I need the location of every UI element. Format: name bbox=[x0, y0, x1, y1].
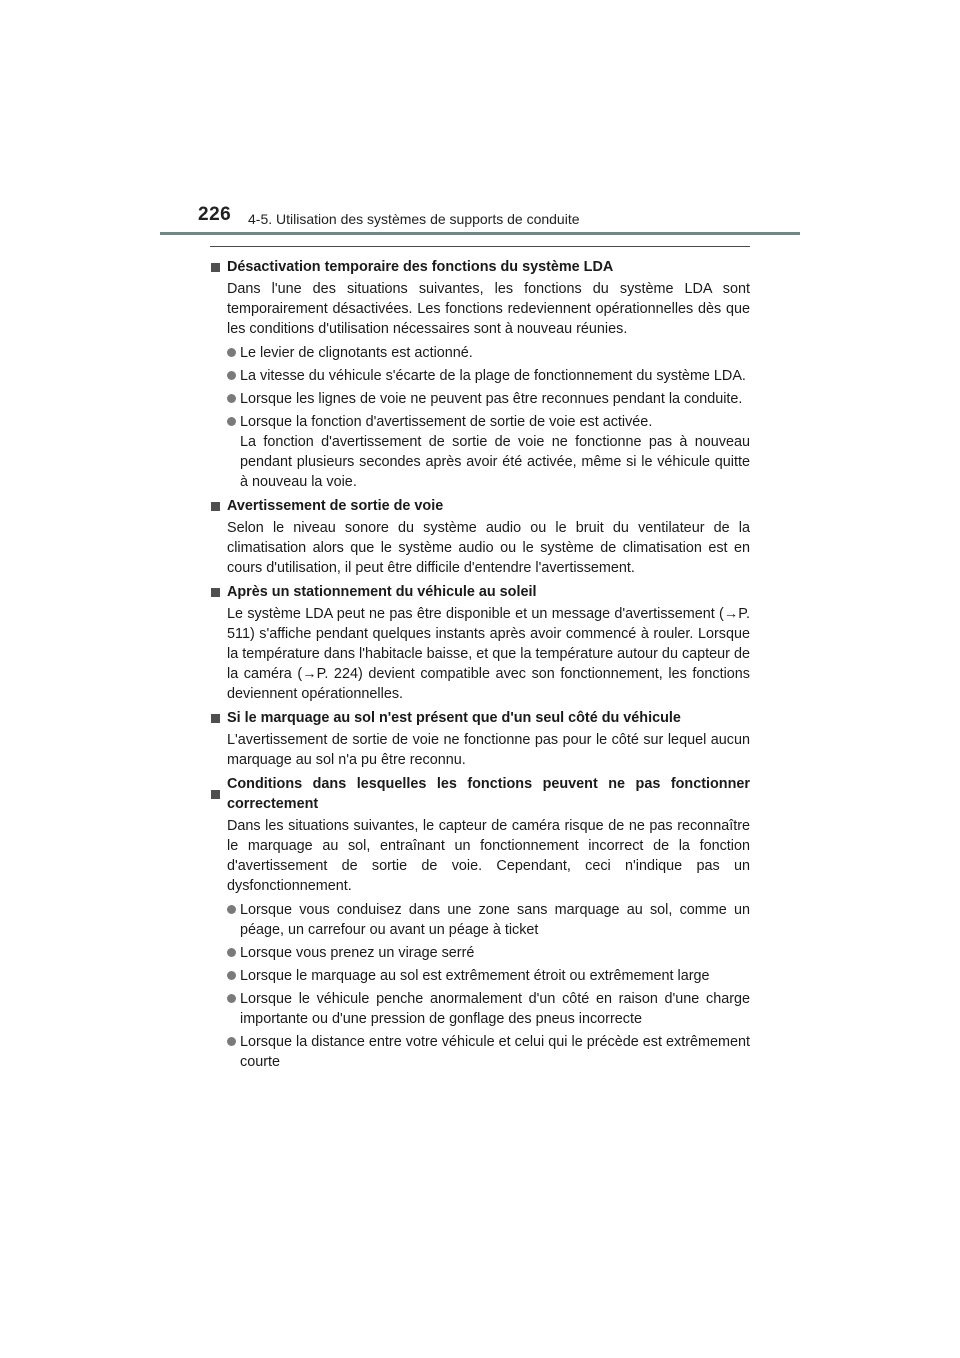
round-bullet-icon bbox=[227, 343, 240, 363]
section-paragraph: Selon le niveau sonore du système audio ou le bruit du ventilateur de la climatisation alors que le système audio ou le système de climatisation est en cours d'utilisation, il peut être difficile d'entendre l'avertissement. bbox=[227, 520, 750, 576]
list-item-text: Lorsque le marquage au sol est extrêmement étroit ou extrêmement large bbox=[240, 968, 710, 984]
header-rule bbox=[160, 232, 800, 235]
section-lane-departure-warning bbox=[210, 496, 750, 578]
list-item-text: Lorsque la distance entre votre véhicule et celui qui le précède est extrêmement courte bbox=[240, 1034, 750, 1070]
section-heading-text: Si le marquage au sol n'est présent que d'un seul côté du véhicule bbox=[227, 710, 681, 726]
section-paragraph: Dans l'une des situations suivantes, les fonctions du système LDA sont temporairement désactivées. Les fonctions redeviennent opérationnelles dès que les conditions d'utilisation nécessaires sont à nouveau réunies. bbox=[227, 281, 750, 337]
list-item bbox=[227, 412, 750, 492]
list-item bbox=[227, 1032, 750, 1072]
square-bullet-icon bbox=[210, 496, 227, 516]
header-rule-thin bbox=[210, 246, 750, 247]
section-parked-in-sun bbox=[210, 582, 750, 704]
list-item bbox=[227, 343, 750, 363]
square-bullet-icon bbox=[210, 774, 227, 814]
section-heading bbox=[210, 774, 750, 814]
round-bullet-icon bbox=[227, 412, 240, 492]
section-heading bbox=[210, 257, 750, 277]
list-item bbox=[227, 943, 750, 963]
round-bullet-icon bbox=[227, 966, 240, 986]
round-bullet-icon bbox=[227, 900, 240, 940]
list-item bbox=[227, 366, 750, 386]
page-number: 226 bbox=[198, 204, 232, 225]
list-item-text: Lorsque vous prenez un virage serré bbox=[240, 945, 475, 961]
square-bullet-icon bbox=[210, 257, 227, 277]
list-item-text: Lorsque le véhicule penche anormalement d'un côté en raison d'une charge importante ou d'une pression de gonflage des pneus incorrecte bbox=[240, 991, 750, 1027]
section-temporary-deactivation bbox=[210, 257, 750, 492]
section-malfunction-conditions bbox=[210, 774, 750, 1072]
square-bullet-icon bbox=[210, 582, 227, 602]
square-bullet-icon bbox=[210, 708, 227, 728]
list-item bbox=[227, 966, 750, 986]
section-paragraph: Dans les situations suivantes, le capteur de caméra risque de ne pas reconnaître le marquage au sol, entraînant un fonctionnement incorrect de la fonction d'avertissement de sortie de voie. Cependant, ceci n'indique pas un dysfonctionnement. bbox=[227, 818, 750, 894]
section-paragraph: Le système LDA peut ne pas être disponible et un message d'avertissement (→P. 511) s'affiche pendant quelques instants après avoir commencé à rouler. Lorsque la température dans l'habitacle baisse, et que la température autour du capteur de la caméra (→P. 224) devient compatible avec son fonctionnement, les fonctions deviennent opérationnelles. bbox=[227, 606, 750, 702]
section-heading bbox=[210, 582, 750, 602]
round-bullet-icon bbox=[227, 389, 240, 409]
section-heading-text: Après un stationnement du véhicule au soleil bbox=[227, 584, 537, 600]
chapter-title: 4-5. Utilisation des systèmes de supports de conduite bbox=[248, 211, 580, 227]
round-bullet-icon bbox=[227, 1032, 240, 1072]
section-heading-text: Désactivation temporaire des fonctions du système LDA bbox=[227, 259, 614, 275]
list-item bbox=[227, 989, 750, 1029]
list-item-text: Lorsque la fonction d'avertissement de sortie de voie est activée. La fonction d'avertissement de sortie de voie ne fonctionne pas à nouveau pendant plusieurs secondes après avoir été activée, même si le véhicule quitte à nouveau la voie. bbox=[240, 414, 750, 490]
section-heading bbox=[210, 708, 750, 728]
round-bullet-icon bbox=[227, 366, 240, 386]
section-heading bbox=[210, 496, 750, 516]
list-item-text: Lorsque les lignes de voie ne peuvent pas être reconnues pendant la conduite. bbox=[240, 391, 743, 407]
section-heading-text: Avertissement de sortie de voie bbox=[227, 498, 444, 514]
list-item-text: Le levier de clignotants est actionné. bbox=[240, 345, 473, 361]
round-bullet-icon bbox=[227, 989, 240, 1029]
section-one-side-marking bbox=[210, 708, 750, 770]
list-item bbox=[227, 900, 750, 940]
round-bullet-icon bbox=[227, 943, 240, 963]
page-content bbox=[210, 257, 750, 1076]
list-item-text: La vitesse du véhicule s'écarte de la plage de fonctionnement du système LDA. bbox=[240, 368, 746, 384]
list-item-text: Lorsque vous conduisez dans une zone sans marquage au sol, comme un péage, un carrefour ou avant un péage à ticket bbox=[240, 902, 750, 938]
section-paragraph: L'avertissement de sortie de voie ne fonctionne pas pour le côté sur lequel aucun marquage au sol n'a pu être reconnu. bbox=[227, 732, 750, 768]
section-heading-text: Conditions dans lesquelles les fonctions peuvent ne pas fonctionner correctement bbox=[227, 776, 750, 812]
list-item bbox=[227, 389, 750, 409]
